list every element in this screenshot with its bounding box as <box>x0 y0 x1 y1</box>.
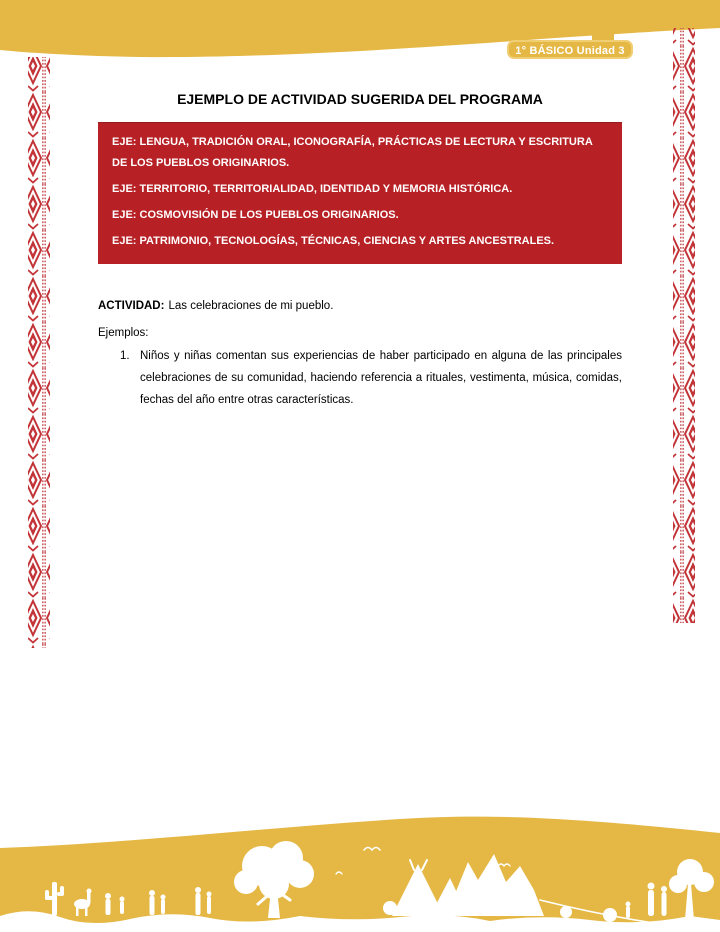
page-title: EJEMPLO DE ACTIVIDAD SUGERIDA DEL PROGRAMA <box>177 91 543 107</box>
activity-description: Las celebraciones de mi pueblo. <box>168 300 334 312</box>
example-number: 1. <box>120 350 130 362</box>
eje-item: EJE: PATRIMONIO, TECNOLOGÍAS, TÉCNICAS, CIENCIAS Y ARTES ANCESTRALES. <box>112 235 555 247</box>
document-content <box>98 0 622 411</box>
textile-border-left <box>28 57 50 648</box>
footer-landscape <box>0 817 720 932</box>
textile-border-right <box>673 28 695 623</box>
eje-item: EJE: LENGUA, TRADICIÓN ORAL, ICONOGRAFÍA, PRÁCTICAS DE LECTURA Y ESCRITURA DE LOS PUEBLOS ORIGINARIOS. <box>112 136 593 169</box>
example-text: Niños y niñas comentan sus experiencias de haber participado en alguna de las principales celebraciones de su comunidad, haciendo referencia a rituales, vestimenta, música, comidas, fechas del año entre otras características. <box>140 350 622 406</box>
unit-badge: 1° BÁSICO Unidad 3 <box>507 40 633 59</box>
activity-label: ACTIVIDAD: <box>98 300 165 312</box>
examples-label: Ejemplos: <box>98 327 149 339</box>
eje-item: EJE: TERRITORIO, TERRITORIALIDAD, IDENTIDAD Y MEMORIA HISTÓRICA. <box>112 183 513 195</box>
example-item <box>98 345 622 411</box>
eje-box <box>98 122 622 264</box>
eje-item: EJE: COSMOVISIÓN DE LOS PUEBLOS ORIGINARIOS. <box>112 209 399 221</box>
activity-line <box>98 298 622 314</box>
